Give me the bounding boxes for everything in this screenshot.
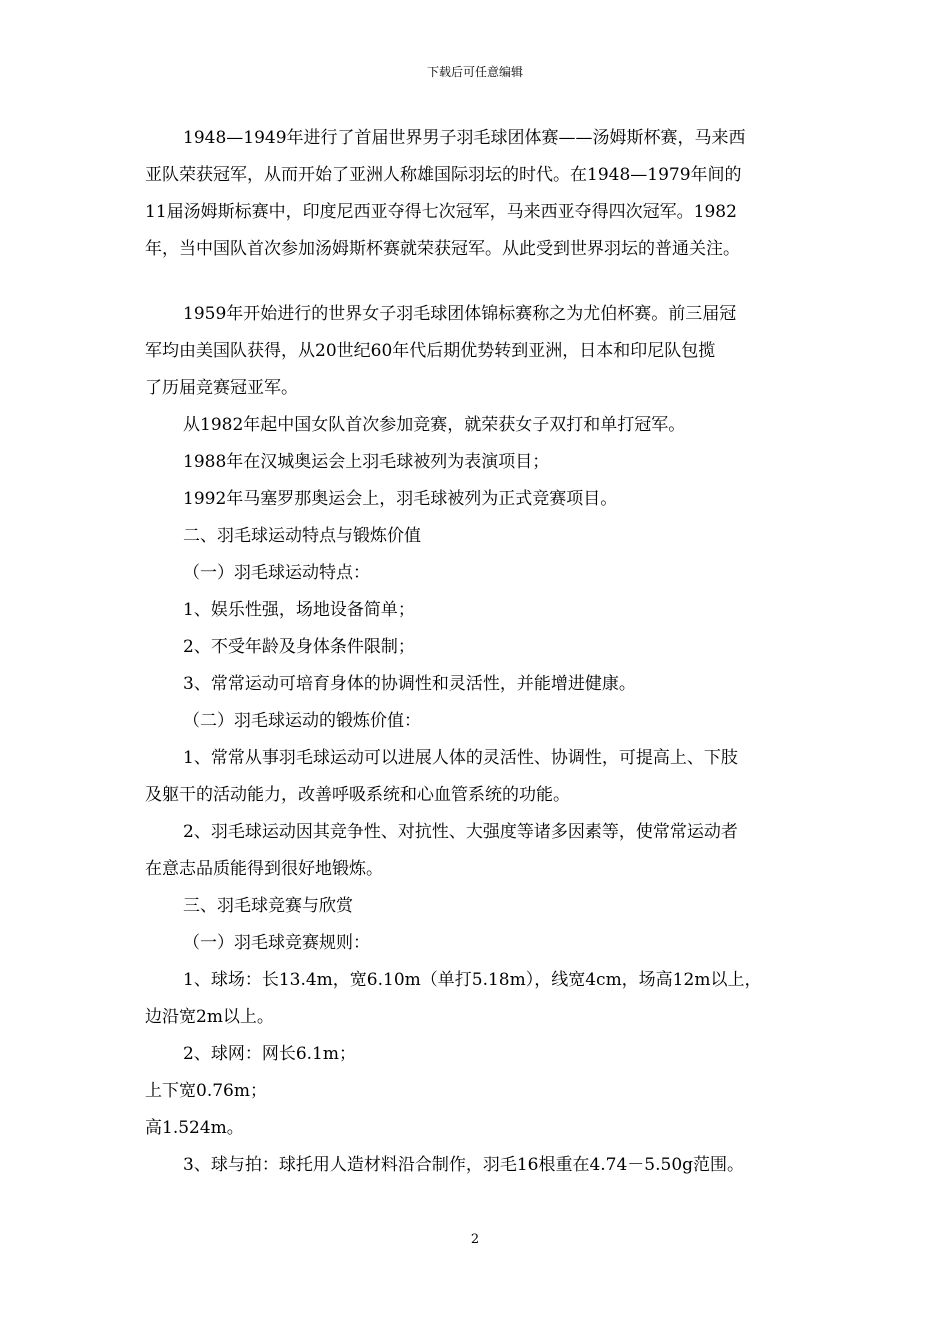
text-line: 1、常常从事羽毛球运动可以进展人体的灵活性、协调性，可提高上、下肢 [183,748,738,768]
text-line: 年，当中国队首次参加汤姆斯杯赛就荣获冠军。从此受到世界羽坛的普通关注。 [145,239,740,259]
paragraph-gap [145,268,825,296]
rule-item-court [145,962,825,1036]
heading-text: （一）羽毛球运动特点： [183,563,370,583]
feature-item [145,629,825,666]
text-line: 1948—1949年进行了首届世界男子羽毛球团体赛——汤姆斯杯赛，马来西 [183,128,746,148]
rule-item-net [145,1036,825,1073]
text-line: 2、球网：网长6.1m； [183,1044,356,1064]
heading-text: 三、羽毛球竞赛与欣赏 [183,896,353,916]
document-body [145,120,825,1184]
text-line: 及躯干的活动能力，改善呼吸系统和心血管系统的功能。 [145,785,570,805]
page-header: 下载后可任意编辑 [426,65,523,79]
text-line: 了历届竞赛冠亚军。 [145,378,298,398]
value-item [145,740,825,814]
section-heading-3 [145,888,825,925]
text-line: 3、常常运动可培育身体的协调性和灵活性，并能增进健康。 [183,674,636,694]
value-item [145,814,825,888]
page-number: 2 [470,1232,480,1247]
subsection-heading-features [145,555,825,592]
text-line: 1、球场：长13.4m，宽6.10m（单打5.18m），线宽4cm，场高12m以上， [183,970,762,990]
text-line: 2、不受年龄及身体条件限制； [183,637,415,657]
section-heading-2 [145,518,825,555]
paragraph-1988 [145,444,825,481]
text-line: 11届汤姆斯标赛中，印度尼西亚夺得七次冠军，马来西亚夺得四次冠军。1982 [145,202,737,222]
paragraph-uber-cup [145,296,825,407]
heading-text: 二、羽毛球运动特点与锻炼价值 [183,526,421,546]
heading-text: （一）羽毛球竞赛规则： [183,933,370,953]
text-line: 高1.524m。 [145,1118,244,1138]
paragraph-thomas-cup [145,120,825,268]
text-line: 1988年在汉城奥运会上羽毛球被列为表演项目； [183,452,550,472]
paragraph-china-women [145,407,825,444]
text-line: 军均由美国队获得，从20世纪60年代后期优势转到亚洲，日本和印尼队包揽 [145,341,716,361]
feature-item [145,666,825,703]
feature-item [145,592,825,629]
text-line: 2、羽毛球运动因其竞争性、对抗性、大强度等诸多因素等，使常常运动者 [183,822,738,842]
rule-item-shuttle [145,1147,825,1184]
text-line: 1992年马塞罗那奥运会上，羽毛球被列为正式竞赛项目。 [183,489,618,509]
rule-item-net-height [145,1110,825,1147]
heading-text: （二）羽毛球运动的锻炼价值： [183,711,421,731]
text-line: 上下宽0.76m； [145,1081,267,1101]
rule-item-net-width [145,1073,825,1110]
subsection-heading-value [145,703,825,740]
paragraph-1992 [145,481,825,518]
text-line: 1959年开始进行的世界女子羽毛球团体锦标赛称之为尤伯杯赛。前三届冠 [183,304,737,324]
text-line: 1、娱乐性强，场地设备简单； [183,600,415,620]
subsection-heading-rules [145,925,825,962]
text-line: 在意志品质能得到很好地锻炼。 [145,859,383,879]
text-line: 从1982年起中国女队首次参加竞赛，就荣获女子双打和单打冠军。 [183,415,686,435]
text-line: 3、球与拍：球托用人造材料沿合制作，羽毛16根重在4.74－5.50g范围。 [183,1155,745,1175]
text-line: 亚队荣获冠军，从而开始了亚洲人称雄国际羽坛的时代。在1948—1979年间的 [145,165,742,185]
text-line: 边沿宽2m以上。 [145,1007,274,1027]
